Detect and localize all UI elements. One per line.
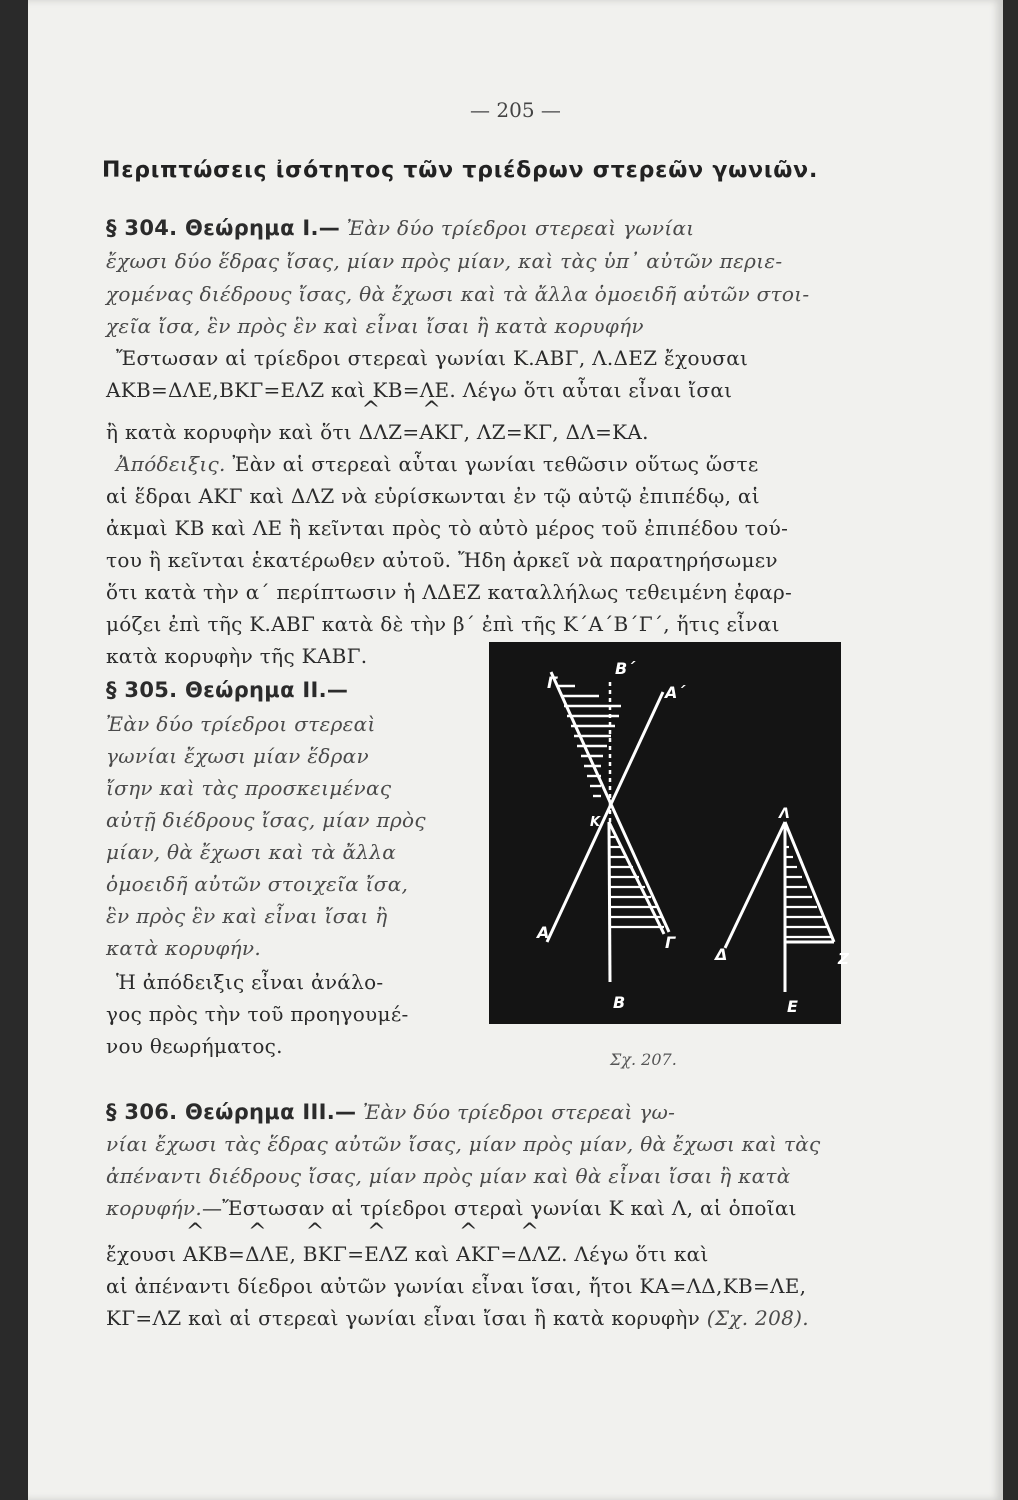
theorem-306-line-5: ἔχουσι ^ ΑΚΒ=^ ΔΛΕ, ^ ΒΚΓ=^ ΕΛΖ καὶ ^ ΑΚΓ=^ ΔΛΖ. Λέγω ὅτι καὶ (106, 1242, 709, 1266)
theorem-304-line-4: χεῖα ἴσα, ἓν πρὸς ἓν καὶ εἶναι ἴσαι ἢ κατὰ κορυφήν (106, 314, 644, 338)
proof-305-line: νου θεωρήματος. (106, 1034, 283, 1058)
angle-elz: ^ ΕΛΖ (364, 1242, 408, 1266)
theorem-305-heading: § 305. Θεώρημα ΙΙ.— (106, 678, 349, 702)
proof-304-line-1: Ἀπόδειξις. Ἐὰν αἱ στερεαὶ αὗται γωνίαι τεθῶσιν οὕτως ὥστε (116, 452, 759, 476)
angle-akg-2: ^ ΑΚΓ (456, 1242, 500, 1266)
figure-lines (547, 672, 834, 992)
theorem-306-line-1: § 306. Θεώρημα ΙΙΙ.— Ἐὰν δύο τρίεδροι στερεαὶ γω- (106, 1100, 676, 1124)
theorem-306-line-7: ΚΓ=ΛΖ καὶ αἱ στερεαὶ γωνίαι εἶναι ἴσαι ἢ κατὰ κορυφὴν (Σχ. 208). (106, 1306, 809, 1330)
label-epsilon: Ε (787, 997, 798, 1016)
label-zeta: Ζ (838, 950, 849, 968)
theorem-304-line-1: § 304. Θεώρημα Ι.— Ἐὰν δύο τρίεδροι στερεαὶ γωνίαι (106, 216, 695, 240)
figure-caption: Σχ. 207. (610, 1050, 677, 1069)
angle-akg: ^ ΑΚΓ (419, 420, 463, 444)
proof-305-line: Ἡ ἀπόδειξις εἶναι ἀνάλο- (116, 970, 384, 994)
proof-304-line-7: κατὰ κορυφὴν τῆς ΚΑΒΓ. (106, 644, 368, 668)
proof-304-line-3: ἀκμαὶ ΚΒ καὶ ΛΕ ἢ κεῖνται πρὸς τὸ αὐτὸ μέρος τοῦ ἐπιπέδου τού- (106, 516, 789, 540)
theorem-305-line: ἓν πρὸς ἓν καὶ εἶναι ἴσαι ἢ (106, 904, 388, 928)
label-delta: Δ (715, 945, 728, 964)
label-beta-prime: Β΄ (615, 659, 635, 678)
theorem-305-line: ἴσην καὶ τὰς προσκειμένας (106, 776, 392, 800)
angle-dlz: ^ ΔΛΖ (359, 420, 403, 444)
theorem-304-line-2: ἔχωσι δύο ἕδρας ἴσας, μίαν πρὸς μίαν, καὶ τὰς ὑπ᾽ αὐτῶν περιε- (106, 249, 783, 273)
page-number: — 205 — (470, 98, 561, 122)
theorem-306-line-4: κορυφήν.—Ἔστωσαν αἱ τρίεδροι στεραὶ γωνίαι Κ καὶ Λ, αἱ ὁποῖαι (106, 1196, 797, 1220)
label-gamma-prime: Γ (547, 673, 558, 692)
label-alpha-prime: Α΄ (665, 683, 685, 702)
label-gamma: Γ (665, 933, 676, 952)
proof-305-line: γος πρὸς τὴν τοῦ προηγουμέ- (106, 1002, 409, 1026)
theorem-304-line-6: ΑΚΒ=ΔΛΕ,ΒΚΓ=ΕΛΖ καὶ ΚΒ=ΛΕ. Λέγω ὅτι αὗται εἶναι ἴσαι (106, 378, 733, 402)
figure-207 (489, 642, 849, 1024)
angle-bkg: ^ ΒΚΓ (303, 1242, 347, 1266)
proof-304-line-6: μόζει ἐπὶ τῆς Κ.ΑΒΓ κατὰ δὲ τὴν β΄ ἐπὶ τῆς Κ΄Α΄Β΄Γ΄, ἥτις εἶναι (106, 612, 780, 636)
theorem-304-heading: § 304. Θεώρημα Ι.— (106, 216, 341, 240)
theorem-304-line-5: Ἔστωσαν αἱ τρίεδροι στερεαὶ γωνίαι Κ.ΑΒΓ, Λ.ΔΕΖ ἔχουσαι (116, 346, 749, 370)
theorem-304-line-7: ἢ κατὰ κορυφὴν καὶ ὅτι ^ ΔΛΖ=^ ΑΚΓ, ΛΖ=ΚΓ, ΔΛ=ΚΑ. (106, 420, 649, 444)
theorem-305-line: μίαν, θὰ ἔχωσι καὶ τὰ ἄλλα (106, 840, 397, 864)
section-title: Περιπτώσεις ἰσότητος τῶν τριέδρων στερεῶν γωνιῶν. (102, 158, 819, 183)
label-lambda: Λ (779, 806, 790, 822)
angle-dle: ^ ΔΛΕ (245, 1242, 289, 1266)
hatch-top (557, 686, 621, 796)
proof-304-line-5: ὅτι κατὰ τὴν α΄ περίπτωσιν ἡ ΛΔΕΖ καταλλήλως τεθειμένη ἐφαρ- (106, 580, 793, 604)
theorem-306-line-2: νίαι ἔχωσι τὰς ἕδρας αὐτῶν ἴσας, μίαν πρὸς μίαν, θὰ ἔχωσι καὶ τὰς (106, 1132, 821, 1156)
theorem-305-line: Ἐὰν δύο τρίεδροι στερεαὶ (106, 712, 376, 736)
label-alpha: Α (537, 923, 550, 942)
theorem-306-line-3: ἀπέναντι διέδρους ἴσας, μίαν πρὸς μίαν καὶ θὰ εἶναι ἴσαι ἢ κατὰ (106, 1164, 791, 1188)
figure-207-drawing (489, 642, 849, 1024)
proof-304-line-2: αἱ ἕδραι ΑΚΓ καὶ ΔΛΖ νὰ εὑρίσκωνται ἐν τῷ αὐτῷ ἐπιπέδῳ, αἱ (106, 484, 760, 508)
theorem-306-heading: § 306. Θεώρημα ΙΙΙ.— (106, 1100, 357, 1124)
label-k: Κ (590, 815, 601, 830)
label-beta: Β (613, 993, 626, 1012)
book-page (28, 0, 1003, 1500)
angle-akb: ^ ΑΚΒ (183, 1242, 228, 1266)
proof-304-line-4: του ἢ κεῖνται ἑκατέρωθεν αὐτοῦ. Ἤδη ἀρκεῖ νὰ παρατηρήσωμεν (106, 548, 778, 572)
theorem-305-line: κατὰ κορυφήν. (106, 936, 262, 960)
theorem-306-line-6: αἱ ἀπέναντι δίεδροι αὐτῶν γωνίαι εἶναι ἴσαι, ἤτοι ΚΑ=ΛΔ,ΚΒ=ΛΕ, (106, 1274, 807, 1298)
theorem-304-line-3: χομένας διέδρους ἴσας, θὰ ἔχωσι καὶ τὰ ἄλλα ὁμοειδῆ αὐτῶν στοι- (106, 282, 810, 306)
angle-dlz-2: ^ ΔΛΖ (517, 1242, 561, 1266)
theorem-305-line: ὁμοειδῆ αὐτῶν στοιχεῖα ἴσα, (106, 872, 409, 896)
theorem-305-line: γωνίαι ἔχωσι μίαν ἕδραν (106, 744, 369, 768)
theorem-305-line: αὐτῇ διέδρους ἴσας, μίαν πρὸς (106, 808, 426, 832)
